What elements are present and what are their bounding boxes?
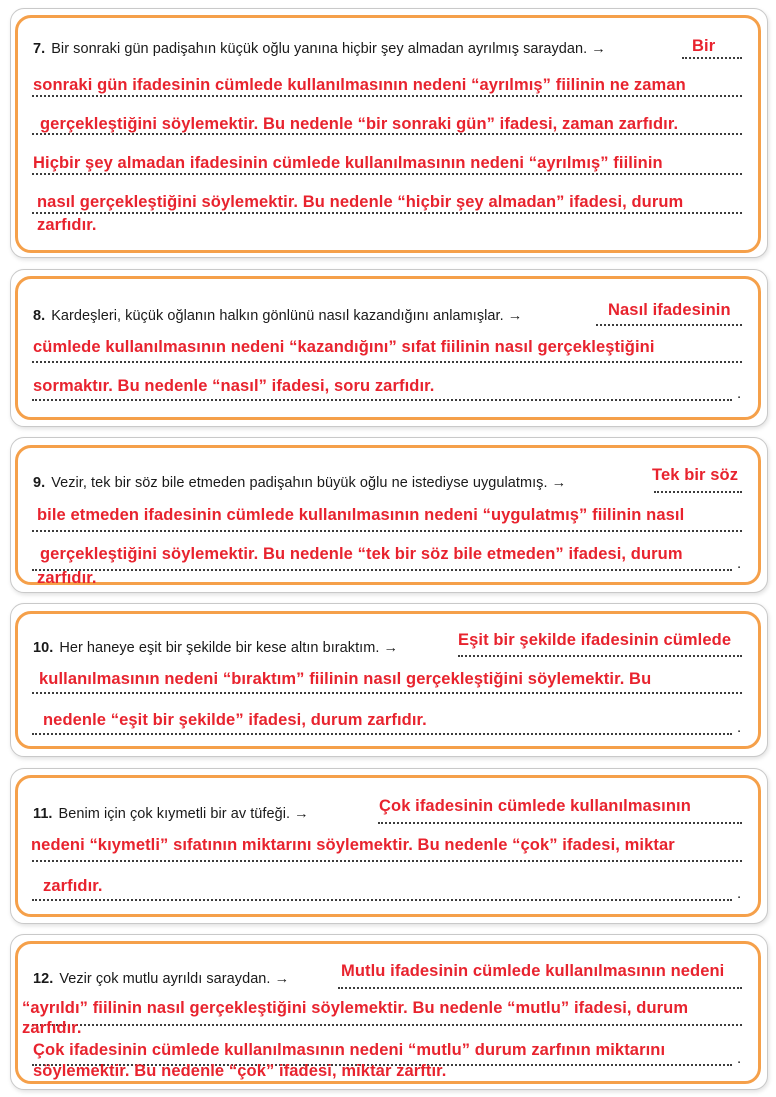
handwritten-answer-line: söylemektir. Bu nedenle “çok” ifadesi, miktar zarftır. bbox=[33, 1062, 447, 1080]
handwritten-answer-line: nedeni “kıymetli” sıfatının miktarını söylemektir. Bu nedenle “çok” ifadesi, miktar bbox=[31, 836, 675, 854]
handwritten-answer-line: Tek bir söz bbox=[652, 466, 739, 484]
handwritten-answer-line: Mutlu ifadesinin cümlede kullanılmasının nedeni bbox=[341, 962, 725, 980]
handwritten-answer-line: Çok ifadesinin cümlede kullanılmasının bbox=[379, 797, 691, 815]
answer-line bbox=[378, 822, 742, 824]
handwritten-answer-line: nasıl gerçekleştiğini söylemektir. Bu nedenle “hiçbir şey almadan” ifadesi, durum bbox=[37, 193, 684, 211]
handwritten-answer-line: bile etmeden ifadesinin cümlede kullanılmasının nedeni “uygulatmış” fiilinin nasıl bbox=[37, 506, 685, 524]
line-end-period: . bbox=[737, 385, 742, 402]
question-number: 8. bbox=[33, 308, 46, 324]
answer-line bbox=[458, 655, 742, 657]
handwritten-answer-line: kullanılmasının nedeni “bıraktım” fiilinin nasıl gerçekleştiğini söylemektir. Bu bbox=[39, 670, 652, 688]
line-end-period: . bbox=[737, 885, 742, 902]
answer-line bbox=[32, 569, 732, 571]
question-text: Benim için çok kıymetli bir av tüfeği. → bbox=[58, 806, 309, 822]
line-end-period: . bbox=[737, 555, 742, 572]
answer-line bbox=[32, 399, 732, 401]
answer-line bbox=[32, 361, 742, 363]
question-11 bbox=[33, 806, 309, 822]
answer-line bbox=[32, 733, 732, 735]
question-number: 7. bbox=[33, 41, 46, 57]
question-10 bbox=[33, 640, 398, 656]
question-8 bbox=[33, 308, 522, 324]
handwritten-answer-line: zarfıdır. bbox=[37, 569, 97, 587]
question-number: 9. bbox=[33, 475, 46, 491]
question-text: Her haneye eşit bir şekilde bir kese altın bıraktım. → bbox=[59, 640, 399, 656]
handwritten-answer-line: sonraki gün ifadesinin cümlede kullanılmasının nedeni “ayrılmış” fiilinin ne zaman bbox=[33, 76, 686, 94]
answer-line bbox=[32, 95, 742, 97]
question-text: Bir sonraki gün padişahın küçük oğlu yanına hiçbir şey almadan ayrılmış saraydan. → bbox=[51, 41, 606, 57]
handwritten-answer-line: Bir bbox=[692, 37, 716, 55]
answer-line bbox=[654, 491, 742, 493]
handwritten-answer-line: sormaktır. Bu nedenle “nasıl” ifadesi, soru zarfıdır. bbox=[33, 377, 435, 395]
question-12 bbox=[33, 971, 289, 987]
handwritten-answer-line: zarfıdır. bbox=[22, 1019, 82, 1037]
handwritten-answer-line: cümlede kullanılmasının nedeni “kazandığını” sıfat fiilinin nasıl gerçekleştiğini bbox=[33, 338, 655, 356]
answer-line bbox=[32, 692, 742, 694]
question-number: 11. bbox=[33, 806, 53, 822]
answer-line bbox=[682, 57, 742, 59]
question-number: 10. bbox=[33, 640, 54, 656]
line-end-period: . bbox=[737, 1050, 742, 1067]
line-end-period: . bbox=[737, 719, 742, 736]
question-7 bbox=[33, 41, 606, 57]
handwritten-answer-line: gerçekleştiğini söylemektir. Bu nedenle “tek bir söz bile etmeden” ifadesi, durum bbox=[40, 545, 683, 563]
answer-line bbox=[338, 987, 742, 989]
answer-line bbox=[596, 324, 742, 326]
question-9 bbox=[33, 475, 566, 491]
question-text: Vezir, tek bir söz bile etmeden padişahın büyük oğlu ne istediyse uygulatmış. → bbox=[51, 475, 567, 491]
handwritten-answer-line: Nasıl ifadesinin bbox=[608, 301, 731, 319]
answer-line bbox=[32, 173, 742, 175]
handwritten-answer-line: Eşit bir şekilde ifadesinin cümlede bbox=[458, 631, 732, 649]
answer-line bbox=[32, 860, 742, 862]
question-text: Vezir çok mutlu ayrıldı saraydan. → bbox=[59, 971, 290, 987]
answer-line bbox=[32, 530, 742, 532]
handwritten-answer-line: zarfıdır. bbox=[43, 877, 103, 895]
handwritten-answer-line: Hiçbir şey almadan ifadesinin cümlede kullanılmasının nedeni “ayrılmış” fiilinin bbox=[33, 154, 663, 172]
question-text: Kardeşleri, küçük oğlanın halkın gönlünü nasıl kazandığını anlamışlar. → bbox=[51, 308, 523, 324]
question-number: 12. bbox=[33, 971, 54, 987]
handwritten-answer-line: “ayrıldı” fiilinin nasıl gerçekleştiğini söylemektir. Bu nedenle “mutlu” ifadesi, durum bbox=[22, 999, 689, 1017]
answer-line bbox=[32, 899, 732, 901]
handwritten-answer-line: nedenle “eşit bir şekilde” ifadesi, durum zarfıdır. bbox=[43, 711, 427, 729]
answer-line bbox=[32, 1024, 742, 1026]
answer-line bbox=[32, 212, 742, 214]
handwritten-answer-line: zarfıdır. bbox=[37, 216, 97, 234]
handwritten-answer-line: Çok ifadesinin cümlede kullanılmasının nedeni “mutlu” durum zarfının miktarını bbox=[33, 1041, 666, 1059]
handwritten-answer-line: gerçekleştiğini söylemektir. Bu nedenle “bir sonraki gün” ifadesi, zaman zarfıdır. bbox=[40, 115, 679, 133]
